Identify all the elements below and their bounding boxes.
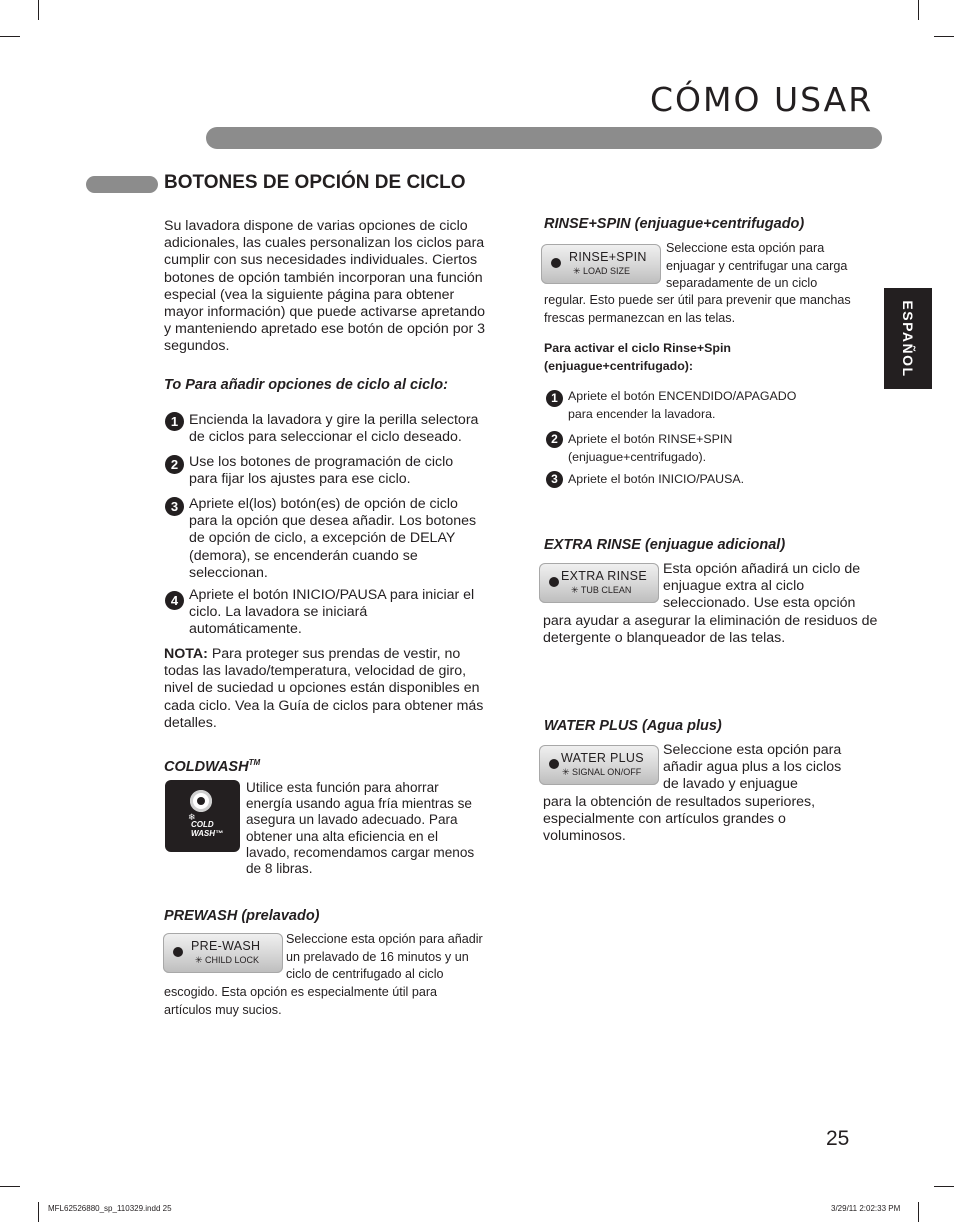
- water-plus-button[interactable]: [539, 745, 659, 785]
- water-plus-button-label: WATER PLUS: [561, 751, 644, 765]
- language-tab-label: ESPAÑOL: [900, 299, 916, 378]
- rinse-spin-text-full: regular. Esto puede ser útil para prevenir que manchas frescas permanezcan en las telas.: [544, 293, 851, 325]
- crop-mark: [918, 1202, 919, 1222]
- page-number: 25: [826, 1127, 850, 1150]
- prewash-text-side: Seleccione esta opción para añadir un prelavado de 16 minutos y un ciclo de centrifugado al ciclo: [286, 932, 483, 982]
- coldwash-led: [197, 797, 205, 805]
- step-text: Apriete el(los) botón(es) de opción de ciclo para la opción que desea añadir. Los botones de opción de ciclo, a excepción de DELAY (demora), se encenderán cuando se seleccionan.: [189, 496, 477, 581]
- extra-rinse-button-sublabel: ✳ TUB CLEAN: [571, 585, 632, 595]
- crop-mark: [38, 1202, 39, 1222]
- water-plus-button-sublabel: ✳ SIGNAL ON/OFF: [562, 767, 642, 777]
- water-plus-text-side: Seleccione esta opción para añadir agua plus a los ciclos de lavado y enjuague: [663, 742, 842, 793]
- rinse-spin-button[interactable]: [541, 244, 661, 284]
- coldwash-text: Utilice esta función para ahorrar energía usando agua fría mientras se asegura un lavado adecuado. Para obtener una alta eficiencia en el lavado, recomendamos cargar menos de 8 libras.: [246, 780, 475, 877]
- rinse-spin-led: [551, 258, 561, 268]
- water-plus-heading: WATER PLUS (Agua plus): [544, 718, 722, 734]
- footer-timestamp: 3/29/11 2:02:33 PM: [831, 1204, 901, 1213]
- rinse-spin-heading: RINSE+SPIN (enjuague+centrifugado): [544, 216, 805, 232]
- rinse-spin-text-side: Seleccione esta opción para enjuagar y centrifugar una carga separadamente de un ciclo: [666, 241, 848, 291]
- coldwash-heading: COLDWASH™: [164, 758, 261, 775]
- step-text: Use los botones de programación de ciclo para fijar los ajustes para ese ciclo.: [189, 454, 454, 488]
- prewash-led: [173, 947, 183, 957]
- step-text: Apriete el botón ENCENDIDO/APAGADO para encender la lavadora.: [568, 389, 797, 421]
- intro-text: Su lavadora dispone de varias opciones de ciclo adicionales, las cuales personalizan los ciclos para cumplir con sus necesidades individuales. Ciertos botones de opción también incorporan una función especial (vea la siguiente página para obtener mayor información) que puede activarse apretando y manteniendo apretado ese botón de opción por 3 segundos.: [164, 218, 486, 355]
- extra-rinse-button[interactable]: [539, 563, 659, 603]
- coldwash-button[interactable]: [165, 780, 240, 852]
- step-text: Encienda la lavadora y gire la perilla selectora de ciclos para seleccionar el ciclo deseado.: [189, 412, 479, 446]
- crop-mark: [38, 0, 39, 20]
- page-title: CÓMO USAR: [650, 80, 874, 119]
- snowflake-icon: ❄: [188, 812, 196, 822]
- prewash-text-full: escogido. Esta opción es especialmente útil para artículos muy sucios.: [164, 985, 438, 1017]
- step-number: 3: [546, 471, 563, 488]
- language-tab: [884, 288, 932, 389]
- prewash-button-label: PRE-WASH: [191, 939, 261, 953]
- extra-rinse-led: [549, 577, 559, 587]
- extra-rinse-heading: EXTRA RINSE (enjuague adicional): [544, 537, 786, 553]
- extra-rinse-button-label: EXTRA RINSE: [561, 569, 647, 583]
- step-text: Apriete el botón INICIO/PAUSA.: [568, 472, 745, 486]
- footer-file: MFL62526880_sp_110329.indd 25: [48, 1204, 172, 1213]
- prewash-button[interactable]: [163, 933, 283, 973]
- note-paragraph: [164, 646, 494, 732]
- section-title: BOTONES DE OPCIÓN DE CICLO: [164, 172, 466, 193]
- step-text: Apriete el botón INICIO/PAUSA para iniciar el ciclo. La lavadora se iniciará automáticamente.: [189, 587, 475, 638]
- coldwash-button-label: COLD WASH™: [191, 820, 223, 838]
- section-pill: [86, 176, 158, 193]
- crop-mark: [0, 36, 20, 37]
- crop-mark: [934, 36, 954, 37]
- step-number: 2: [165, 455, 184, 474]
- crop-mark: [918, 0, 919, 20]
- crop-mark: [934, 1186, 954, 1187]
- step-number: 4: [165, 591, 184, 610]
- water-plus-led: [549, 759, 559, 769]
- extra-rinse-text-side: Esta opción añadirá un ciclo de enjuague extra al ciclo seleccionado. Use esta opción: [663, 561, 861, 612]
- rinse-spin-button-sublabel: ✳ LOAD SIZE: [573, 266, 631, 276]
- extra-rinse-text-full: para ayudar a asegurar la eliminación de residuos de detergente o blanqueador de las telas.: [543, 613, 878, 647]
- prewash-heading: PREWASH (prelavado): [164, 908, 320, 924]
- add-options-heading: To Para añadir opciones de ciclo al ciclo:: [164, 377, 448, 393]
- step-number: 1: [546, 390, 563, 407]
- water-plus-text-full: para la obtención de resultados superiores, especialmente con artículos grandes o voluminosos.: [543, 794, 816, 845]
- step-number: 3: [165, 497, 184, 516]
- title-bar: [206, 127, 882, 149]
- step-text: Apriete el botón RINSE+SPIN (enjuague+centrifugado).: [568, 432, 733, 464]
- rinse-spin-activate-heading: Para activar el ciclo Rinse+Spin (enjuague+centrifugado):: [544, 341, 731, 373]
- note-text: Para proteger sus prendas de vestir, no todas las lavado/temperatura, velocidad de giro, nivel de suciedad u opciones están disponibles en cada ciclo. Vea la Guía de ciclos para obtener más detalles.: [164, 646, 484, 731]
- rinse-spin-button-label: RINSE+SPIN: [569, 250, 647, 264]
- note-label: NOTA:: [164, 646, 208, 662]
- step-number: 1: [165, 412, 184, 431]
- step-number: 2: [546, 431, 563, 448]
- prewash-button-sublabel: ✳ CHILD LOCK: [195, 955, 260, 965]
- crop-mark: [0, 1186, 20, 1187]
